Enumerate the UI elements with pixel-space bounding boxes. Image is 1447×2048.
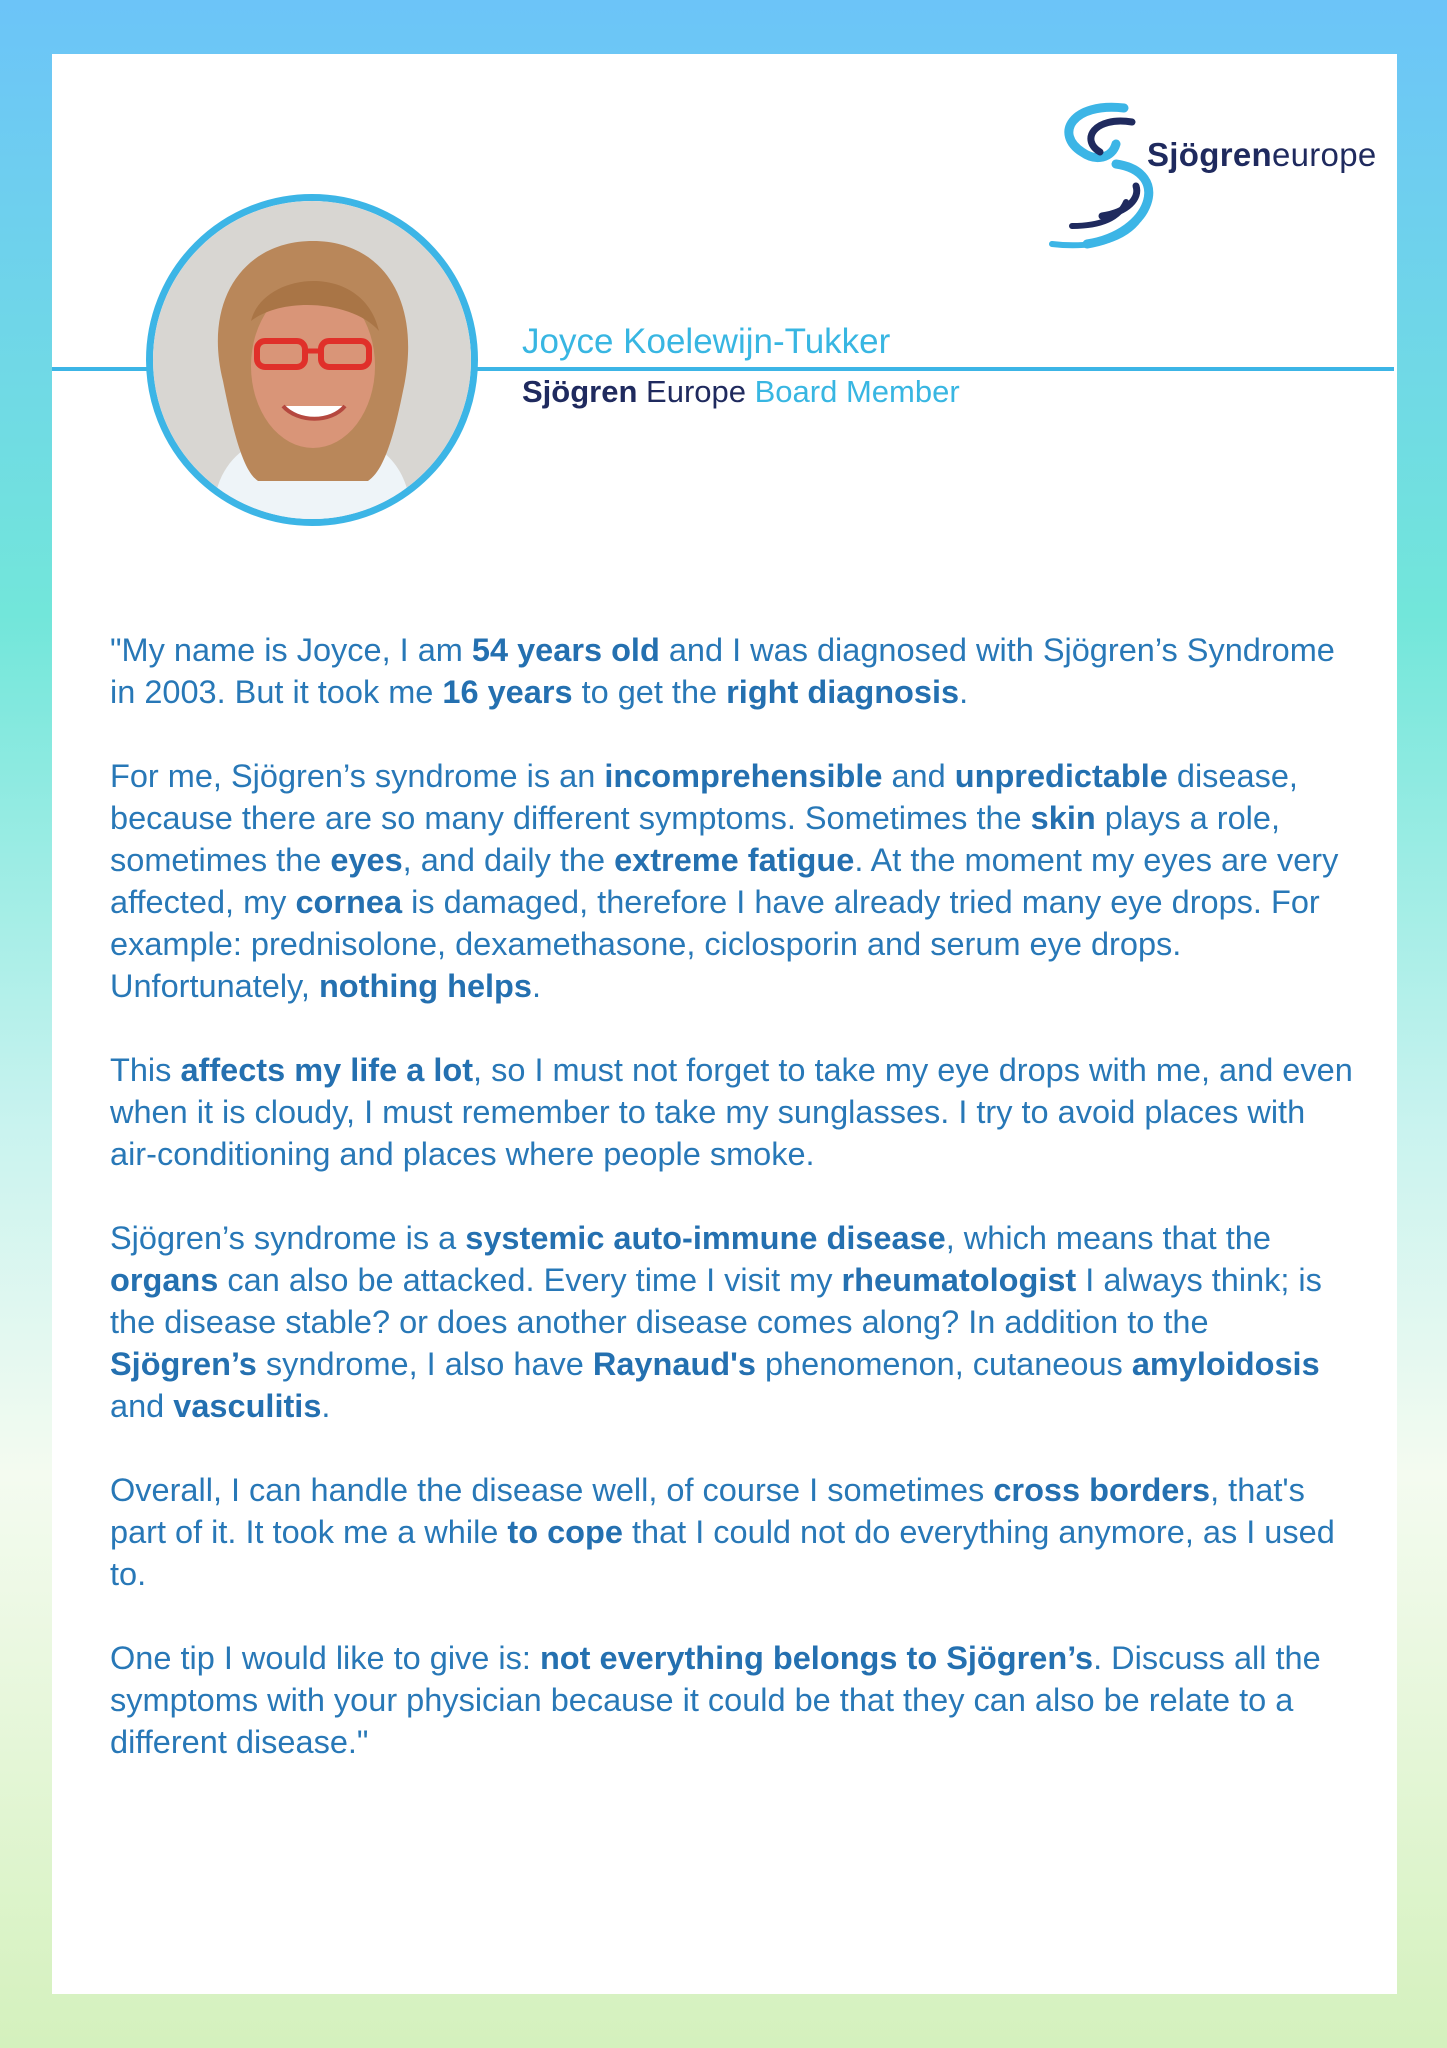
testimonial-paragraph <box>110 1217 1355 1427</box>
paragraph-text: . <box>321 1388 331 1424</box>
person-role <box>522 374 960 410</box>
paragraph-text: , so I must not forget to take my eye drops with me, and even when it is cloudy, I must remember to take my sunglasses. I try to avoid places with air-conditioning and places where people smoke. <box>110 1052 1353 1172</box>
emphasis-text: not everything belongs to Sjögren’s <box>539 1640 1094 1676</box>
emphasis-text: extreme fatigue <box>614 842 855 878</box>
paragraph-text: For me, Sjögren’s syndrome is an <box>110 758 605 794</box>
paragraph-text: that I could not do everything anymore, as I used to. <box>110 1514 1335 1592</box>
paragraph-text: One tip I would like to give is: <box>110 1640 540 1676</box>
testimonial-paragraph <box>110 1049 1355 1175</box>
paragraph-text: disease, because there are so many different symptoms. Sometimes the <box>110 758 1298 836</box>
emphasis-text: right diagnosis <box>726 674 960 710</box>
emphasis-text: affects my life a lot <box>180 1052 474 1088</box>
brand-wordmark-bold: Sjögren <box>1147 136 1272 173</box>
emphasis-text: cross borders <box>993 1472 1211 1508</box>
paragraph-text: to get the <box>572 674 727 710</box>
emphasis-text: systemic auto-immune disease <box>465 1220 946 1256</box>
portrait-image <box>153 201 471 519</box>
portrait-photo <box>146 194 478 526</box>
emphasis-text: eyes <box>330 842 403 878</box>
paragraph-text: , that's part of it. It took me a while <box>110 1472 1305 1550</box>
person-name: Joyce Koelewijn-Tukker <box>522 322 891 361</box>
emphasis-text: organs <box>110 1262 219 1298</box>
emphasis-text: skin <box>1030 800 1096 836</box>
emphasis-text: cornea <box>295 884 403 920</box>
testimonial-paragraph <box>110 1469 1355 1595</box>
emphasis-text: incomprehensible <box>604 758 883 794</box>
emphasis-text: nothing helps <box>318 968 532 1004</box>
paragraph-text: and I was diagnosed with Sjögren’s Syndrome in 2003. But it took me <box>110 632 1335 710</box>
paragraph-text: , which means that the <box>945 1220 1271 1256</box>
paragraph-text: . <box>531 968 542 1004</box>
role-title: Board Member <box>754 374 960 409</box>
paragraph-text: . <box>959 674 969 710</box>
brand-wordmark <box>1147 136 1377 174</box>
emphasis-text: vasculitis <box>173 1388 322 1424</box>
emphasis-text: Sjögren’s <box>110 1346 257 1382</box>
paragraph-text: This <box>110 1052 181 1088</box>
paragraph-text: syndrome, I also have <box>256 1346 593 1382</box>
document-page <box>52 54 1397 1994</box>
testimonial-paragraph <box>110 755 1355 1007</box>
emphasis-text: Raynaud's <box>592 1346 756 1382</box>
paragraph-text: Overall, I can handle the disease well, of course I sometimes <box>110 1472 994 1508</box>
testimonial-paragraph <box>110 629 1355 713</box>
emphasis-text: rheumatologist <box>841 1262 1077 1298</box>
paragraph-text: , and daily the <box>402 842 615 878</box>
testimonial-paragraph <box>110 1637 1355 1763</box>
emphasis-text: to cope <box>507 1514 623 1550</box>
paragraph-text: . At the moment my eyes are very affected, my <box>110 842 1339 920</box>
paragraph-text: "My name is Joyce, I am <box>110 632 472 668</box>
emphasis-text: 54 years old <box>471 632 660 668</box>
paragraph-text: and <box>110 1388 174 1424</box>
paragraph-text: plays a role, sometimes the <box>110 800 1280 878</box>
paragraph-text: phenomenon, cutaneous <box>755 1346 1132 1382</box>
paragraph-text: I always think; is the disease stable? or does another disease comes along? In addition to the <box>110 1262 1322 1340</box>
brand-wordmark-light: europe <box>1271 136 1377 173</box>
role-brand: Sjögren <box>522 374 638 409</box>
sjogren-europe-logo-icon <box>1032 94 1412 259</box>
emphasis-text: 16 years <box>442 674 573 710</box>
emphasis-text: amyloidosis <box>1131 1346 1320 1382</box>
paragraph-text: and <box>882 758 955 794</box>
testimonial-body <box>110 629 1355 1805</box>
emphasis-text: unpredictable <box>954 758 1168 794</box>
role-org: Europe <box>646 374 746 409</box>
paragraph-text: . Discuss all the symptoms with your physician because it could be that they can also be relate to a different disease." <box>110 1640 1321 1760</box>
paragraph-text: Sjögren’s syndrome is a <box>110 1220 466 1256</box>
paragraph-text: can also be attacked. Every time I visit my <box>218 1262 842 1298</box>
paragraph-text: is damaged, therefore I have already tried many eye drops. For example: prednisolone, dexamethasone, ciclosporin and serum eye drops. Unfortunately, <box>110 884 1320 1004</box>
